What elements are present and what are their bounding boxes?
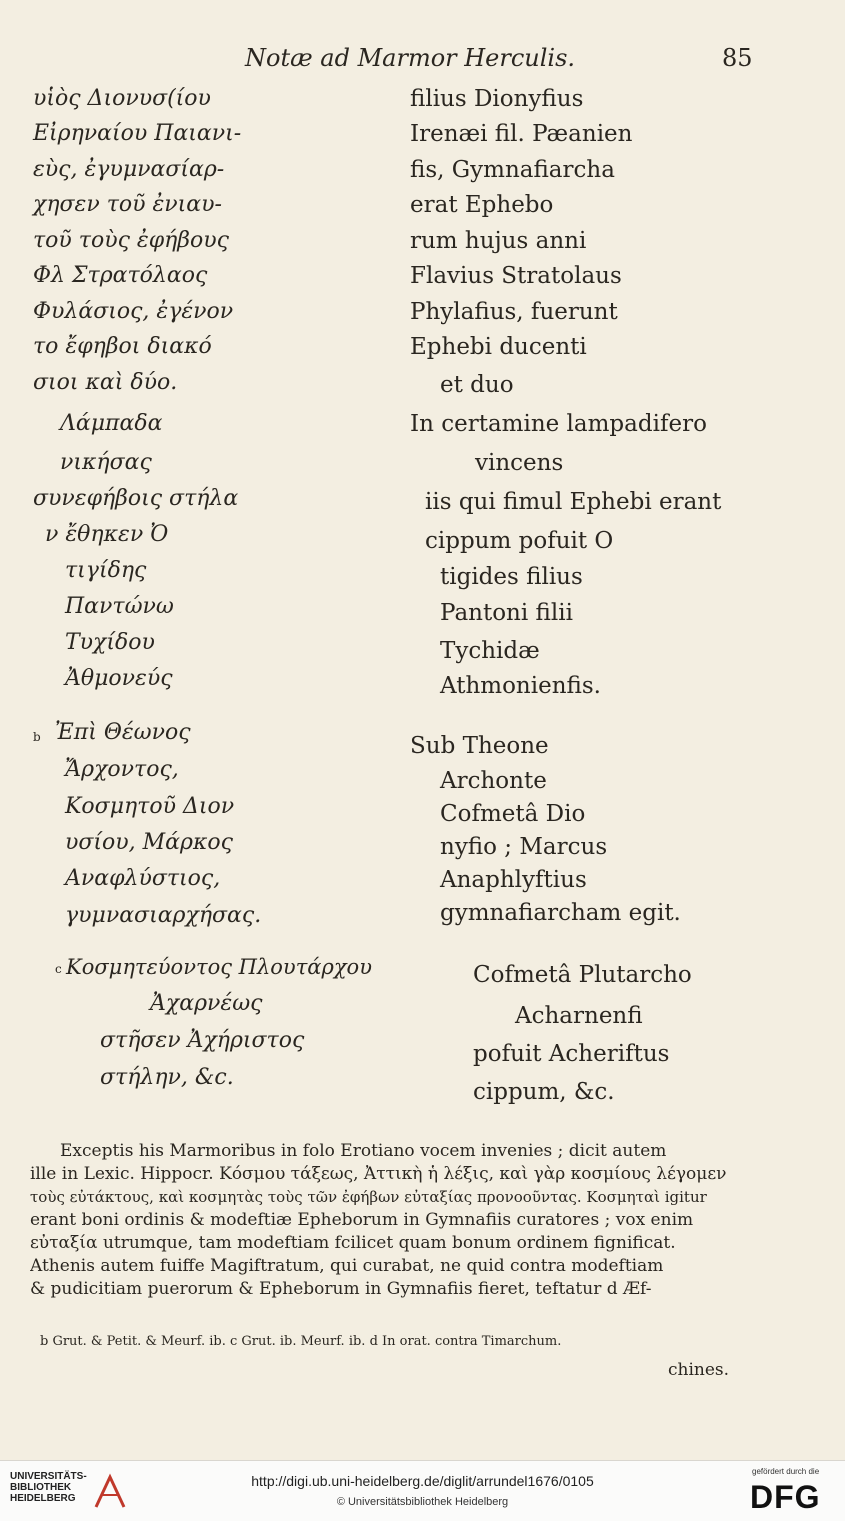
latin-line: Irenæi fil. Pæanien — [410, 121, 633, 147]
greek-line: στήλην, &c. — [100, 1065, 234, 1090]
latin-line: nyfio ; Marcus — [440, 834, 608, 860]
greek-line: τιγίδης — [65, 558, 147, 583]
greek-line: γυμνασιαρχήσας. — [65, 903, 262, 928]
greek-line: ν ἔθηκεν Ὀ — [45, 522, 169, 547]
latin-line: Cofmetâ Dio — [440, 801, 586, 827]
latin-line: gymnafiarcham egit. — [440, 900, 681, 926]
latin-line: Acharnenfi — [515, 1003, 643, 1029]
commentary-line: εὐταξία utrumque, tam modeftiam fcilicet quam bonum ordinem fignificat. — [30, 1233, 676, 1253]
commentary-line: ille in Lexic. Hippocr. Κόσμου τάξεως, Ἀττικὴ ἡ λέξις, καὶ γὰρ κοσμίους λέγομεν — [30, 1164, 727, 1184]
commentary-line: erant boni ordinis & modeftiæ Epheborum in Gymnafiis curatores ; vox enim — [30, 1210, 694, 1230]
greek-line: Ἀχαρνέως — [150, 991, 263, 1016]
latin-line: cippum, &c. — [473, 1079, 615, 1105]
latin-line: Cofmetâ Plutarcho — [473, 962, 692, 988]
greek-line: υσίου, Μάρκος — [65, 830, 233, 855]
greek-line: στῆσεν Ἀχήριστος — [100, 1028, 305, 1053]
running-title: Notæ ad Marmor Herculis. — [245, 44, 576, 72]
greek-line: Παντώνω — [65, 594, 174, 619]
library-name-line: HEIDELBERG — [10, 1493, 76, 1504]
latin-line: erat Ephebo — [410, 192, 554, 218]
greek-line: Αναφλύστιος, — [65, 866, 221, 891]
latin-line: Phylafius, fuerunt — [410, 299, 618, 325]
greek-line: Εἰρηναίου Παιανι- — [33, 121, 242, 146]
dfg-logo[interactable]: DFG — [750, 1479, 821, 1515]
greek-line: Ἀθμονεύς — [65, 666, 173, 691]
latin-line: Anaphlyftius — [440, 867, 587, 893]
funder-label: gefördert durch die — [752, 1467, 820, 1476]
greek-line: Φλ Στρατόλαος — [33, 263, 208, 288]
greek-line: Φυλάσιος, ἐγένον — [33, 299, 234, 324]
commentary-line: & pudicitiam puerorum & Epheborum in Gymnafiis fieret, teftatur d Æf- — [30, 1279, 652, 1299]
greek-line: υἱὸς Διονυσ(ίου — [33, 86, 211, 111]
page-number: 85 — [722, 44, 753, 72]
latin-line: Archonte — [440, 768, 547, 794]
latin-line: fis, Gymnafiarcha — [410, 157, 615, 183]
permalink-url[interactable]: http://digi.ub.uni-heidelberg.de/diglit/arrundel1676/0105 — [251, 1473, 594, 1489]
greek-line: σιοι καὶ δύο. — [33, 370, 178, 395]
footnote-marker-b: b — [33, 730, 41, 744]
greek-line: Κοσμητοῦ Διον — [65, 794, 235, 819]
latin-line: filius Dionyfius — [410, 86, 584, 112]
greek-line: χησεν τοῦ ἐνιαυ- — [33, 192, 222, 217]
greek-line: νικήσας — [60, 450, 152, 475]
greek-line: το ἔφηβοι διακό — [33, 334, 212, 359]
greek-line: Κοσμητεύοντος Πλουτάρχου — [66, 955, 372, 979]
latin-line: Flavius Stratolaus — [410, 263, 622, 289]
latin-line: Pantoni filii — [440, 600, 573, 626]
greek-line: εὺς, ἐγυμνασίαρ- — [33, 157, 225, 182]
latin-line: Ephebi ducenti — [410, 334, 587, 360]
viewer-footer — [0, 1460, 845, 1521]
commentary-line: Exceptis his Marmoribus in folo Erotiano vocem invenies ; dicit autem — [60, 1141, 667, 1161]
greek-line: τοῦ τοὺς ἐφήβους — [33, 228, 229, 253]
latin-line: Tychidæ — [440, 638, 540, 664]
greek-line: Λάμπαδα — [60, 411, 163, 436]
latin-line: Sub Theone — [410, 733, 549, 759]
latin-line: rum hujus anni — [410, 228, 587, 254]
commentary-line: τοὺς εὐτάκτους, καὶ κοσμητὰς τοὺς τῶν ἐφήβων εὐταξίας προνοοῦντας. Κοσμηταὶ igitur — [30, 1188, 707, 1206]
latin-line: cippum pofuit O — [425, 528, 614, 554]
greek-line: Ἄρχοντος, — [65, 757, 179, 782]
footnote-marker-c: c — [55, 962, 62, 976]
greek-line: Τυχίδου — [65, 630, 155, 655]
greek-line: Ἐπὶ Θέωνος — [55, 720, 191, 745]
catchword: chines. — [668, 1360, 730, 1380]
latin-line: Athmonienfis. — [440, 673, 601, 699]
page-header — [0, 40, 845, 80]
latin-line: tigides filius — [440, 564, 583, 590]
footnotes: b Grut. & Petit. & Meurf. ib. c Grut. ib. Meurf. ib. d In orat. contra Timarchum. — [40, 1334, 562, 1349]
commentary-line: Athenis autem fuiffe Magiftratum, qui curabat, ne quid contra modeftiam — [30, 1256, 664, 1276]
library-name-line: UNIVERSITÄTS- — [10, 1471, 87, 1482]
library-name-line: BIBLIOTHEK — [10, 1482, 72, 1493]
latin-line: In certamine lampadifero — [410, 411, 707, 437]
latin-line: pofuit Acheriftus — [473, 1041, 670, 1067]
latin-line: et duo — [440, 372, 514, 398]
greek-line: συνεφήβοις στήλα — [33, 486, 239, 511]
latin-line: iis qui fimul Ephebi erant — [425, 489, 722, 515]
copyright-notice: © Universitätsbibliothek Heidelberg — [336, 1496, 509, 1508]
latin-line: vincens — [475, 450, 564, 476]
